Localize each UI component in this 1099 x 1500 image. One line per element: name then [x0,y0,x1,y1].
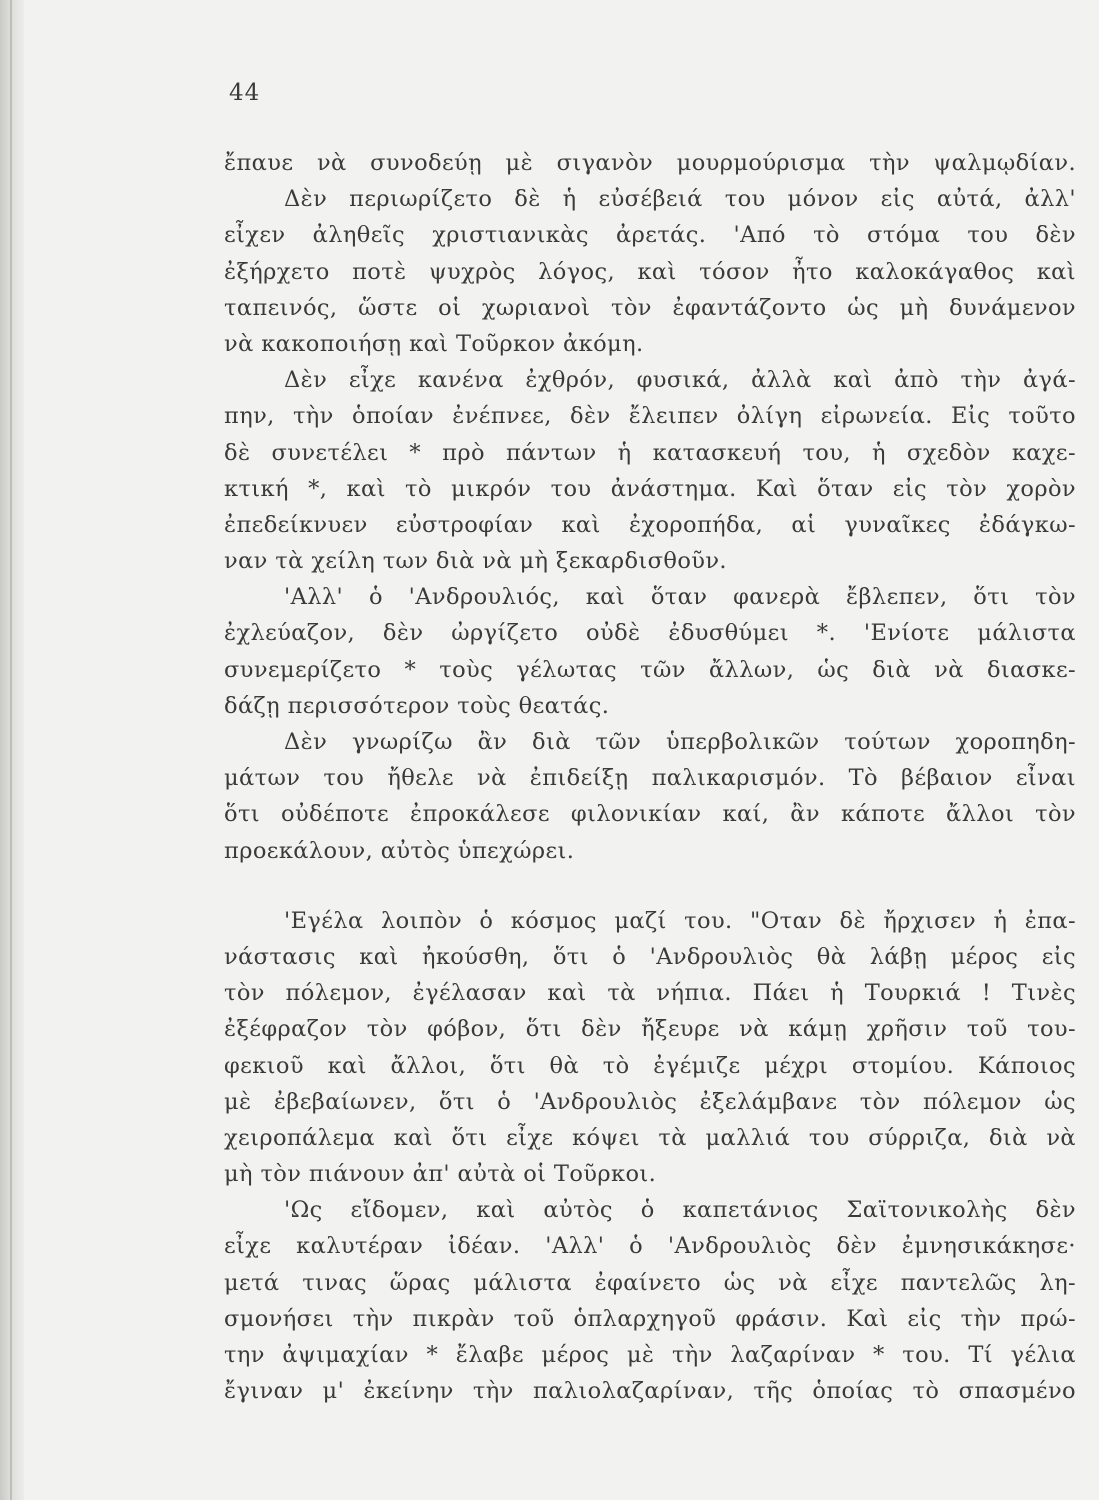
text-line: χειροπάλεμα καὶ ὅτι εἶχε κόψει τὰ μαλλιά του σύρριζα, διὰ νὰ [224,1124,1076,1151]
text-section-2 [224,903,1076,1410]
text-line: την ἀψιμαχίαν * ἔλαβε μέρος μὲ τὴν λαζαρίναν * του. Τί γέλια [224,1342,1076,1368]
text-line: σμονήσει τὴν πικρὰν τοῦ ὁπλαρχηγοῦ φράσιν. Καὶ εἰς τὴν πρώ- [224,1305,1076,1332]
text-line: ἐξήρχετο ποτὲ ψυχρὸς λόγος, καὶ τόσον ἦτο καλοκάγαθος καὶ [224,258,1076,285]
text-line: 'Ως εἴδομεν, καὶ αὐτὸς ὁ καπετάνιος Σαϊτονικολὴς δὲν [284,1197,1076,1224]
text-line: νὰ κακοποιήσῃ καὶ Τοῦρκον ἀκόμη. [224,330,644,357]
text-line: μάτων του ἤθελε νὰ ἐπιδείξῃ παλικαρισμόν. Τὸ βέβαιον εἶναι [224,765,1076,792]
text-line: εἶχεν ἀληθεῖς χριστιανικὰς ἀρετάς. 'Από τὸ στόμα του δὲν [224,222,1076,249]
page-gutter-shadow [0,0,24,1500]
text-line: ὅτι οὐδέποτε ἐπροκάλεσε φιλονικίαν καί, ἂν κάποτε ἄλλοι τὸν [224,801,1076,828]
text-line: Δὲν εἶχε κανένα ἐχθρόν, φυσικά, ἀλλὰ καὶ ἀπὸ τὴν ἀγά- [284,367,1076,394]
text-line: ταπεινός, ὥστε οἱ χωριανοὶ τὸν ἐφαντάζοντο ὡς μὴ δυνάμενον [224,294,1076,321]
text-line: δὲ συνετέλει * πρὸ πάντων ἡ κατασκευή του, ἡ σχεδὸν καχε- [224,439,1076,466]
text-line: τὸν πόλεμον, ἐγέλασαν καὶ τὰ νήπια. Πάει ἡ Τουρκιά ! Τινὲς [224,980,1076,1007]
text-line: Δὲν γνωρίζω ἂν διὰ τῶν ὑπερβολικῶν τούτων χοροπηδη- [284,729,1076,755]
section-break [224,869,1076,903]
text-line: μὲ ἐβεβαίωνεν, ὅτι ὁ 'Ανδρουλιὸς ἐξελάμβανε τὸν πόλεμον ὡς [224,1088,1076,1115]
text-line: κτική *, καὶ τὸ μικρόν του ἀνάστημα. Καὶ ὅταν εἰς τὸν χορὸν [224,475,1076,502]
text-line: 'Εγέλα λοιπὸν ὁ κόσμος μαζί του. "Οταν δὲ ἤρχισεν ἡ ἐπα- [284,907,1076,934]
text-line: ἔγιναν μ' ἐκείνην τὴν παλιολαζαρίναν, τῆς ὁποίας τὸ σπασμένο [224,1378,1076,1405]
text-line: ἐπεδείκνυεν εὐστροφίαν καὶ ἐχοροπήδα, αἱ γυναῖκες ἐδάγκω- [224,511,1076,538]
text-line: ἔπαυε νὰ συνοδεύῃ μὲ σιγανὸν μουρμούρισμα τὴν ψαλμῳδίαν. [224,150,1076,176]
text-line: Δὲν περιωρίζετο δὲ ἡ εὐσέβειά του μόνον εἰς αὐτά, ἀλλ' [284,186,1076,213]
text-line: ἐξέφραζον τὸν φόβον, ὅτι δὲν ἤξευρε νὰ κάμῃ χρῆσιν τοῦ του- [224,1016,1076,1043]
text-line: 'Αλλ' ὁ 'Ανδρουλιός, καὶ ὅταν φανερὰ ἔβλεπεν, ὅτι τὸν [284,584,1076,611]
body-text [224,145,1076,1409]
text-line: εἶχε καλυτέραν ἰδέαν. 'Αλλ' ὁ 'Ανδρουλιὸς δὲν ἐμνησικάκησε· [224,1233,1076,1260]
text-line: μὴ τὸν πιάνουν ἀπ' αὐτὰ οἱ Τοῦρκοι. [224,1161,657,1188]
text-section-1 [224,145,1076,869]
binding-edge [10,0,12,1500]
text-line: φεκιοῦ καὶ ἄλλοι, ὅτι θὰ τὸ ἐγέμιζε μέχρι στομίου. Κάποιος [224,1052,1076,1079]
text-line: ἐχλεύαζον, δὲν ὠργίζετο οὐδὲ ἐδυσθύμει *. 'Ενίοτε μάλιστα [224,620,1076,647]
text-line: νάστασις καὶ ἠκούσθη, ὅτι ὁ 'Ανδρουλιὸς θὰ λάβῃ μέρος εἰς [224,943,1076,970]
text-line: συνεμερίζετο * τοὺς γέλωτας τῶν ἄλλων, ὡς διὰ νὰ διασκε- [224,656,1076,683]
text-line: προεκάλουν, αὐτὸς ὑπεχώρει. [224,837,575,864]
text-line: δάζῃ περισσότερον τοὺς θεατάς. [224,692,610,719]
page-number: 44 [229,80,261,106]
text-line: πην, τὴν ὁποίαν ἐνέπνεε, δὲν ἔλειπεν ὀλίγη εἰρωνεία. Εἰς τοῦτο [224,403,1076,430]
text-line: ναν τὰ χείλη των διὰ νὰ μὴ ξεκαρδισθοῦν. [224,548,727,575]
text-line: μετά τινας ὥρας μάλιστα ἐφαίνετο ὡς νὰ εἶχε παντελῶς λη- [224,1269,1076,1296]
